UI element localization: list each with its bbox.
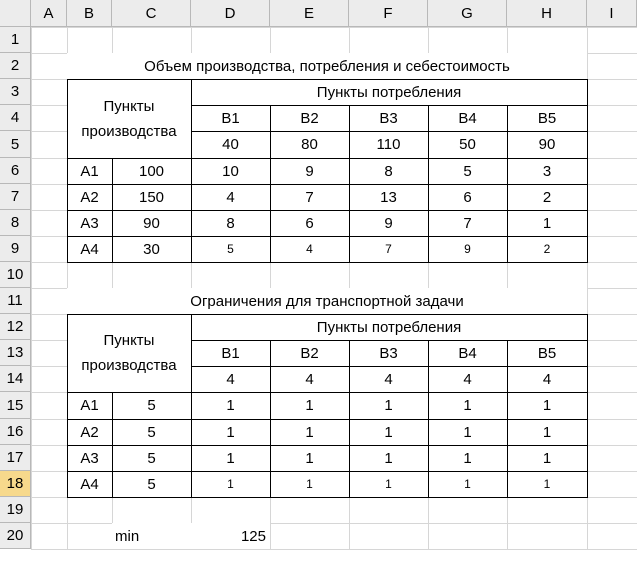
select-all-corner[interactable]	[0, 0, 31, 27]
constraint-cell[interactable]: 1	[191, 445, 270, 471]
constraint-cell[interactable]: 1	[270, 392, 349, 419]
producer-label[interactable]: A2	[67, 419, 112, 445]
table-border	[191, 314, 192, 497]
demand-value[interactable]: 80	[270, 131, 349, 158]
table-border	[67, 497, 588, 498]
table-border	[67, 419, 587, 420]
consumer-label[interactable]: B5	[507, 105, 587, 131]
consumer-label[interactable]: B1	[191, 340, 270, 366]
row-header-2[interactable]: 2	[0, 53, 31, 79]
consumer-label[interactable]: B4	[428, 340, 507, 366]
table-border	[67, 314, 68, 497]
producer-label[interactable]: A1	[67, 392, 112, 419]
cost-cell[interactable]: 2	[507, 236, 587, 262]
production-points-header[interactable]: Пункты производства	[67, 314, 191, 392]
supply-value[interactable]: 5	[112, 419, 191, 445]
constraint-cell[interactable]: 1	[349, 445, 428, 471]
cost-cell[interactable]: 3	[507, 158, 587, 184]
cost-cell[interactable]: 13	[349, 184, 428, 210]
supply-value[interactable]: 100	[112, 158, 191, 184]
column-header-c[interactable]: C	[112, 0, 191, 27]
table-border	[112, 392, 113, 497]
table-border	[191, 105, 587, 106]
row-header-9[interactable]: 9	[0, 236, 31, 262]
row-header-14[interactable]: 14	[0, 366, 31, 392]
constraint-cell[interactable]: 1	[191, 419, 270, 445]
supply-value[interactable]: 150	[112, 184, 191, 210]
row-header-12[interactable]: 12	[0, 314, 31, 340]
row-header-13[interactable]: 13	[0, 340, 31, 366]
constraint-cell[interactable]: 1	[191, 471, 270, 497]
table-border	[191, 366, 587, 367]
cost-cell[interactable]: 7	[349, 236, 428, 262]
constraint-cell[interactable]: 1	[507, 471, 587, 497]
row-header-1[interactable]: 1	[0, 27, 31, 53]
cost-cell[interactable]: 9	[349, 210, 428, 236]
constraint-cell[interactable]: 1	[349, 419, 428, 445]
demand-value[interactable]: 40	[191, 131, 270, 158]
row-header-16[interactable]: 16	[0, 419, 31, 445]
table-border	[191, 340, 587, 341]
producer-label[interactable]: A4	[67, 471, 112, 497]
constraint-cell[interactable]: 1	[507, 392, 587, 419]
constraint-cell[interactable]: 1	[191, 392, 270, 419]
table-border	[270, 105, 271, 262]
table-border	[67, 184, 587, 185]
cost-cell[interactable]: 1	[507, 210, 587, 236]
cost-cell[interactable]: 7	[428, 210, 507, 236]
cost-cell[interactable]: 8	[349, 158, 428, 184]
consumption-points-header[interactable]: Пункты потребления	[191, 314, 587, 340]
demand-value[interactable]: 50	[428, 131, 507, 158]
table-border	[67, 445, 587, 446]
table-border	[428, 340, 429, 497]
table-title[interactable]: Объем производства, потребления и себестоимость	[67, 53, 587, 79]
demand-value[interactable]: 110	[349, 131, 428, 158]
producer-label[interactable]: A2	[67, 184, 112, 210]
cost-cell[interactable]: 5	[428, 158, 507, 184]
row-header-6[interactable]: 6	[0, 158, 31, 184]
constraint-cell[interactable]: 1	[428, 419, 507, 445]
column-header-d[interactable]: D	[191, 0, 270, 27]
supply-value[interactable]: 5	[112, 471, 191, 497]
column-header-a[interactable]: A	[31, 0, 67, 27]
production-points-header[interactable]: Пункты производства	[67, 79, 191, 158]
constraint-cell[interactable]: 1	[349, 392, 428, 419]
table-border	[67, 392, 587, 393]
table-border	[67, 262, 588, 263]
demand-value[interactable]: 4	[507, 366, 587, 392]
consumer-label[interactable]: B5	[507, 340, 587, 366]
demand-value[interactable]: 4	[349, 366, 428, 392]
consumer-label[interactable]: B2	[270, 340, 349, 366]
column-header-e[interactable]: E	[270, 0, 349, 27]
table-border	[349, 340, 350, 497]
constraint-cell[interactable]: 1	[270, 445, 349, 471]
consumer-label[interactable]: B4	[428, 105, 507, 131]
cost-cell[interactable]: 7	[270, 184, 349, 210]
row-header-15[interactable]: 15	[0, 392, 31, 419]
column-header-f[interactable]: F	[349, 0, 428, 27]
cost-cell[interactable]: 9	[428, 236, 507, 262]
column-header-g[interactable]: G	[428, 0, 507, 27]
table-border	[270, 340, 271, 497]
table-border	[67, 236, 587, 237]
demand-value[interactable]: 4	[191, 366, 270, 392]
consumer-label[interactable]: B2	[270, 105, 349, 131]
supply-value[interactable]: 90	[112, 210, 191, 236]
constraint-cell[interactable]: 1	[349, 471, 428, 497]
row-header-19[interactable]: 19	[0, 497, 31, 523]
producer-label[interactable]: A4	[67, 236, 112, 262]
consumer-label[interactable]: B3	[349, 340, 428, 366]
table-border	[67, 471, 587, 472]
constraint-cell[interactable]: 1	[428, 471, 507, 497]
row-header-10[interactable]: 10	[0, 262, 31, 288]
row-header-8[interactable]: 8	[0, 210, 31, 236]
table-border	[112, 158, 113, 262]
row-header-4[interactable]: 4	[0, 105, 31, 131]
cost-cell[interactable]: 6	[270, 210, 349, 236]
consumer-label[interactable]: B3	[349, 105, 428, 131]
supply-value[interactable]: 5	[112, 445, 191, 471]
consumption-points-header[interactable]: Пункты потребления	[191, 79, 587, 105]
constraint-cell[interactable]: 1	[507, 419, 587, 445]
cost-cell[interactable]: 6	[428, 184, 507, 210]
table-border	[507, 340, 508, 497]
producer-label[interactable]: A3	[67, 445, 112, 471]
table-border	[67, 79, 68, 262]
row-header-20[interactable]: 20	[0, 523, 31, 549]
cost-cell[interactable]: 4	[270, 236, 349, 262]
table-border	[67, 314, 588, 315]
row-header-5[interactable]: 5	[0, 131, 31, 158]
table-title[interactable]: Ограничения для транспортной задачи	[67, 288, 587, 314]
row-header-18[interactable]: 18	[0, 471, 31, 497]
table-border	[191, 131, 587, 132]
table-border	[428, 105, 429, 262]
consumer-label[interactable]: B1	[191, 105, 270, 131]
table-border	[191, 79, 192, 262]
table-border	[67, 79, 588, 80]
table-border	[67, 158, 587, 159]
cost-cell[interactable]: 10	[191, 158, 270, 184]
row-header-17[interactable]: 17	[0, 445, 31, 471]
table-border	[587, 79, 588, 263]
gridline-horizontal	[31, 27, 637, 28]
demand-value[interactable]: 4	[270, 366, 349, 392]
column-header-b[interactable]: B	[67, 0, 112, 27]
table-border	[349, 105, 350, 262]
table-border	[587, 314, 588, 498]
column-header-h[interactable]: H	[507, 0, 587, 27]
cost-cell[interactable]: 9	[270, 158, 349, 184]
row-header-3[interactable]: 3	[0, 79, 31, 105]
row-header-7[interactable]: 7	[0, 184, 31, 210]
min-value[interactable]: 125	[191, 523, 270, 549]
min-label[interactable]: min	[112, 523, 191, 549]
table-border	[67, 210, 587, 211]
supply-value[interactable]: 30	[112, 236, 191, 262]
demand-value[interactable]: 4	[428, 366, 507, 392]
constraint-cell[interactable]: 1	[270, 419, 349, 445]
cost-cell[interactable]: 2	[507, 184, 587, 210]
supply-value[interactable]: 5	[112, 392, 191, 419]
constraint-cell[interactable]: 1	[270, 471, 349, 497]
column-header-i[interactable]: I	[587, 0, 637, 27]
row-header-11[interactable]: 11	[0, 288, 31, 314]
gridline-horizontal	[31, 549, 637, 550]
producer-label[interactable]: A1	[67, 158, 112, 184]
demand-value[interactable]: 90	[507, 131, 587, 158]
producer-label[interactable]: A3	[67, 210, 112, 236]
cost-cell[interactable]: 8	[191, 210, 270, 236]
constraint-cell[interactable]: 1	[428, 445, 507, 471]
cost-cell[interactable]: 4	[191, 184, 270, 210]
constraint-cell[interactable]: 1	[428, 392, 507, 419]
constraint-cell[interactable]: 1	[507, 445, 587, 471]
cost-cell[interactable]: 5	[191, 236, 270, 262]
table-border	[507, 105, 508, 262]
